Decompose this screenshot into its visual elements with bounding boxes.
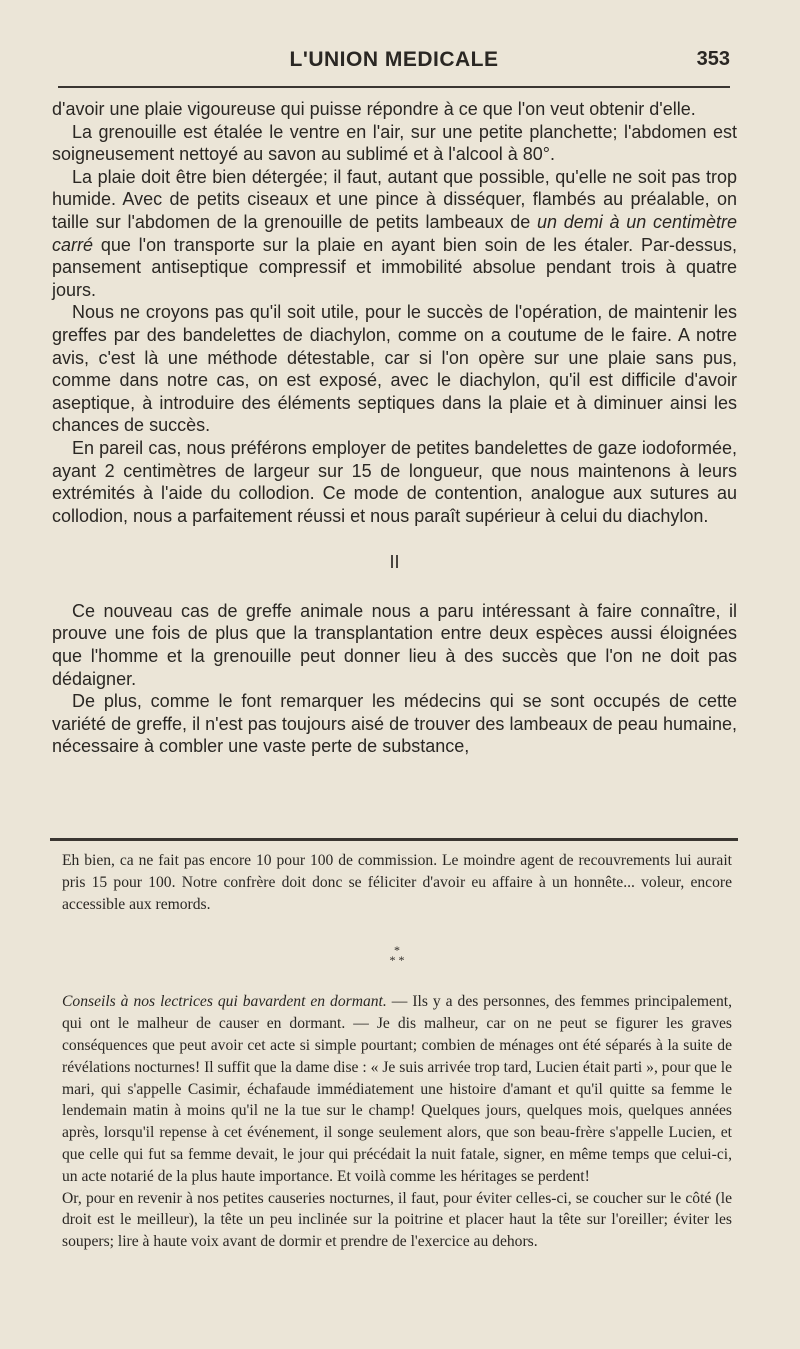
paragraph-3-italic: un demi à un centimètre carré (52, 211, 737, 255)
paragraph-4: Nous ne croyons pas qu'il soit utile, pour le succès de l'opération, de maintenir les greffes par des bandelettes de diachylon, comme on a coutume de le faire. A notre avis, c'est là une méthode détestable, car si l'on opère sur une plaie sans pus, comme dans notre cas, on est exposé, avec le diachylon, qu'il est difficile d'avoir aseptique, à introduire des éléments septiques dans la plaie et à diminuer ainsi les chances de succès. (52, 302, 737, 436)
asterism-bottom: * * (389, 953, 405, 968)
paragraph-1: d'avoir une plaie vigoureuse qui puisse répondre à ce que l'on veut obtenir d'elle. (52, 99, 696, 119)
asterism (62, 943, 732, 968)
feuilleton-paragraph-3: Or, pour en revenir à nos petites causeries nocturnes, il faut, pour éviter celles-ci, se coucher sur le côté (le droit est le meilleur), la tête un peu inclinée sur la poitrine et placer haut la tête sur l'oreiller; éviter les soupers; lire à haute voix avant de dormir et prendre de l'exercice au dehors. (62, 1189, 732, 1251)
page-number: 353 (696, 48, 730, 70)
paragraph-3 (52, 166, 737, 302)
article-body (52, 98, 737, 758)
header-rule (58, 86, 730, 88)
running-title: L'UNION MEDICALE (289, 48, 499, 71)
asterism-top: * (394, 943, 400, 958)
page-header (58, 48, 730, 78)
feuilleton-heading: Conseils à nos lectrices qui bavardent en dormant. (62, 993, 387, 1011)
paragraph-5: En pareil cas, nous préférons employer de petites bandelettes de gaze iodoformée, ayant 2 centimètres de largeur sur 15 de longueur, que nous maintenons à leurs extrémités à l'aide du collodion. Ce mode de contention, analogue aux sutures au collodion, nous a parfaitement réussi et nous paraît supérieur à celui du diachylon. (52, 437, 737, 526)
feuilleton-paragraph-2 (62, 991, 732, 1187)
paragraph-3-end: que l'on transporte sur la plaie en ayant bien soin de les étaler. Par-dessus, pansement antiseptique compressif et immobilité absolue pendant trois à quatre jours. (52, 234, 737, 300)
paragraph-7: De plus, comme le font remarquer les médecins qui se sont occupés de cette variété de greffe, il n'est pas toujours aisé de trouver des lambeaux de peau humaine, nécessaire à combler une vaste perte de substance, (52, 691, 737, 757)
section-number: II (389, 552, 400, 573)
feuilleton-paragraph-1: Eh bien, ca ne fait pas encore 10 pour 100 de commission. Le moindre agent de recouvrements lui aurait pris 15 pour 100. Notre confrère doit donc se féliciter d'avoir eu affaire à un honnête... voleur, encore accessible aux remords. (62, 852, 732, 913)
paragraph-2: La grenouille est étalée le ventre en l'air, sur une petite planchette; l'abdomen est soigneusement nettoyé au savon au sublimé et à l'alcool à 80°. (52, 121, 737, 165)
paragraph-3-start: La plaie doit être bien détergée; il faut, autant que possible, qu'elle ne soit pas trop humide. Avec de petits ciseaux et une pince à disséquer, flambés au préalable, on taille sur l'abdomen de la grenouille de petits lambeaux de (52, 166, 737, 232)
feuilleton (62, 850, 732, 1253)
feuilleton-paragraph-2-text: — Ils y a des personnes, des femmes principalement, qui ont le malheur de causer en dormant. — Je dis malheur, car on ne peut se figurer les graves conséquences que peut avoir cet acte si simple pourtant; combien de ménages ont été séparés à la suite de révélations nocturnes! Il suffit que la dame dise : « Je suis arrivée trop tard, Lucien était parti », pour que le mari, qui s'appelle Casimir, échafaude immédiatement une histoire d'amant et qu'il quitte sa femme le lendemain matin à moins qu'il ne la tue sur le champ! Quelques jours, quelques mois, quelques années après, lorsqu'il repense à cet événement, il songe seulement alors, que son beau-frère s'appelle Lucien, et que celle qui fut sa femme devait, le jour qui précédait la nuit fatale, signer, en même temps que celui-ci, un acte notarié de la plus haute importance. Et voilà comme les héritages se perdent! (62, 993, 733, 1185)
footnote-rule (50, 838, 738, 841)
paragraph-6: Ce nouveau cas de greffe animale nous a paru intéressant à faire connaître, il prouve une fois de plus que la transplantation entre deux espèces aussi éloignées que l'homme et la grenouille peut donner lieu à des succès que l'on ne doit pas dédaigner. (52, 600, 737, 689)
